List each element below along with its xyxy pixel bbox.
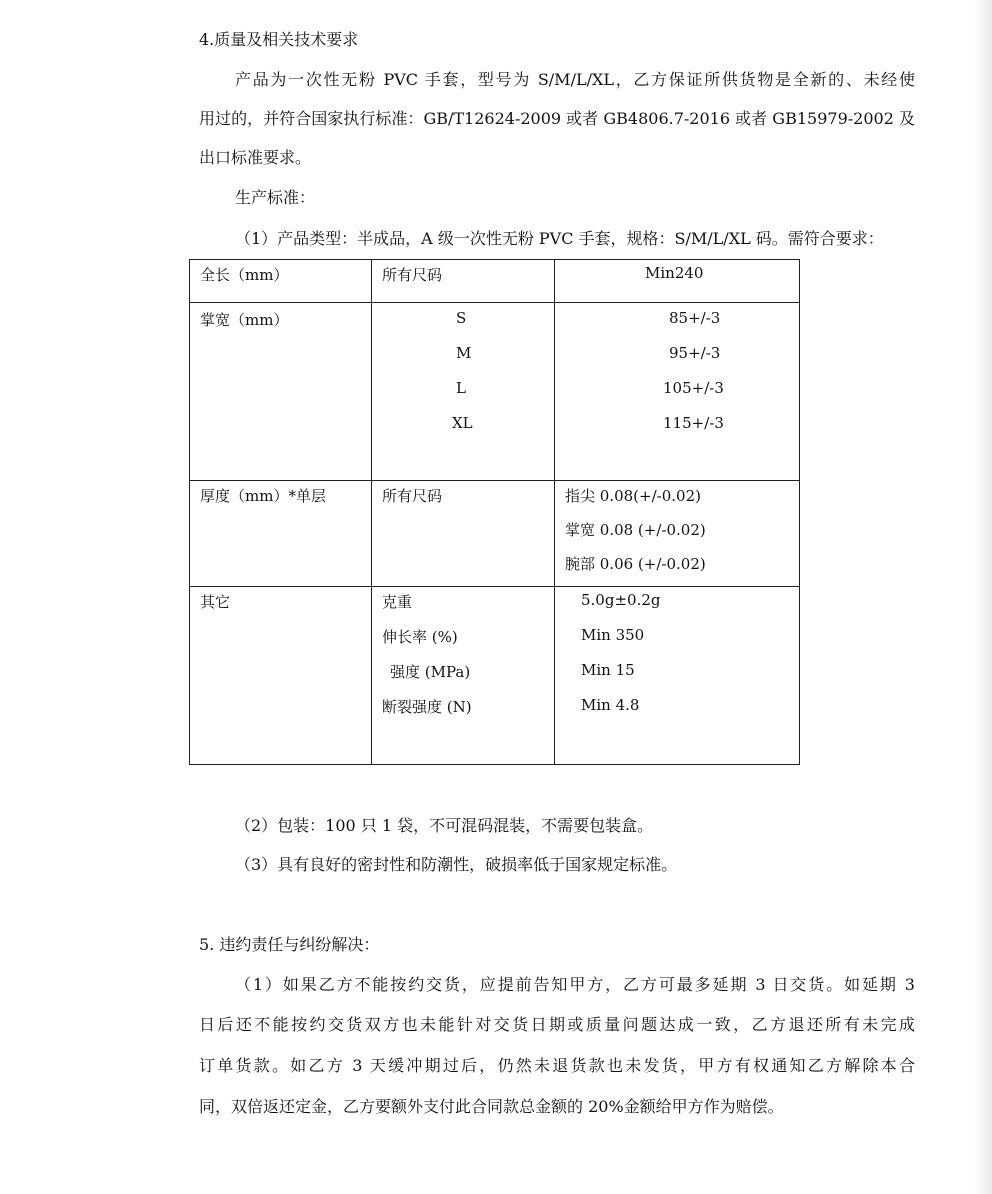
section5-line4: 同，双倍返还定金，乙方要额外支付此合同款总金额的 20%金额给甲方作为赔偿。: [199, 1097, 784, 1116]
size-label: 克重: [382, 593, 413, 611]
table-cell: [555, 481, 800, 587]
table-cell: [190, 481, 372, 587]
table-cell: [372, 587, 555, 765]
param-label: 全长（mm）: [200, 266, 289, 284]
table-row: [190, 260, 800, 303]
value-label: Min 15: [581, 661, 635, 679]
table-cell: [555, 587, 800, 765]
table-row: [190, 481, 800, 587]
value-label: 掌宽 0.08 (+/-0.02): [565, 521, 706, 539]
value-label: Min240: [645, 264, 704, 282]
requirement-item-1: （1）产品类型：半成品，A 级一次性无粉 PVC 手套，规格：S/M/L/XL 码。需符合要求：: [235, 229, 884, 248]
table-cell: [372, 481, 555, 587]
section5-heading: 5. 违约责任与纠纷解决：: [199, 935, 380, 954]
size-label: M: [456, 344, 472, 362]
size-label: 强度 (MPa): [390, 663, 471, 681]
table-cell: [555, 260, 800, 303]
param-label: 其它: [200, 593, 231, 611]
value-label: 105+/-3: [663, 379, 724, 397]
section5-line1: （1）如果乙方不能按约交货，应提前告知甲方，乙方可最多延期 3 日交货。如延期 3: [235, 975, 915, 994]
table-cell: [190, 260, 372, 303]
value-label: 95+/-3: [669, 344, 721, 362]
table-cell: [555, 303, 800, 481]
section4-paragraph-line2: 用过的，并符合国家执行标准：GB/T12624-2009 或者 GB4806.7-2016 或者 GB15979-2002 及: [199, 109, 915, 128]
size-label: 伸长率 (%): [382, 628, 458, 646]
table-cell: [190, 303, 372, 481]
value-label: 指尖 0.08(+/-0.02): [565, 487, 701, 505]
value-label: Min 350: [581, 626, 645, 644]
production-standard-label: 生产标准：: [235, 188, 316, 207]
section4-paragraph-line3: 出口标准要求。: [199, 148, 312, 167]
section5-line3: 订单货款。如乙方 3 天缓冲期过后，仍然未退货款也未发货，甲方有权通知乙方解除本合: [199, 1056, 915, 1075]
value-label: Min 4.8: [581, 696, 640, 714]
size-label: XL: [452, 414, 473, 432]
size-label: 断裂强度 (N): [382, 698, 472, 716]
section5-line2: 日后还不能按约交货双方也未能针对交货日期或质量问题达成一致，乙方退还所有未完成: [199, 1015, 915, 1034]
value-label: 85+/-3: [669, 309, 721, 327]
value-label: 5.0g±0.2g: [581, 591, 661, 609]
size-label: L: [456, 379, 466, 397]
section4-heading: 4.质量及相关技术要求: [199, 30, 359, 49]
table-cell: [372, 303, 555, 481]
table-cell: [372, 260, 555, 303]
table-row: [190, 587, 800, 765]
value-label: 115+/-3: [663, 414, 724, 432]
page-edge-shadow: [974, 0, 992, 1194]
size-label: S: [456, 309, 467, 327]
param-label: 掌宽（mm）: [200, 311, 289, 329]
size-label: 所有尺码: [382, 487, 443, 505]
table-row: [190, 303, 800, 481]
param-label: 厚度（mm）*单层: [200, 487, 326, 505]
section4-paragraph-line1: 产品为一次性无粉 PVC 手套，型号为 S/M/L/XL，乙方保证所供货物是全新的、未经使: [235, 70, 915, 89]
value-label: 腕部 0.06 (+/-0.02): [565, 555, 706, 573]
table-cell: [190, 587, 372, 765]
requirement-item-2: （2）包装：100 只 1 袋，不可混码混装，不需要包装盒。: [235, 816, 654, 835]
requirement-item-3: （3）具有良好的密封性和防潮性，破损率低于国家规定标准。: [235, 855, 678, 874]
size-label: 所有尺码: [382, 266, 443, 284]
spec-table: [189, 259, 800, 765]
